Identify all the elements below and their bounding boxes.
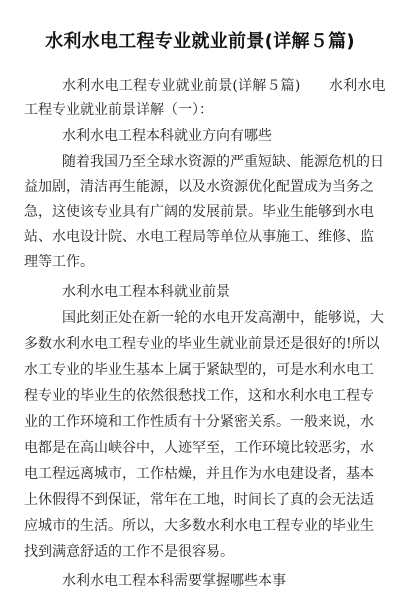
paragraph-line: 理等工作。 (24, 254, 94, 270)
section-heading: 水利水电工程本科需要掌握哪些本事 (62, 573, 286, 589)
section-heading: 水利水电工程本科就业前景 (62, 284, 230, 300)
paragraph-line: 程专业的毕业生的依然很愁找工作，这和水利水电工程专 (24, 388, 374, 404)
paragraph-line: 国此刻正处在新一轮的水电开发高潮中，能够说，大 (62, 310, 384, 326)
paragraph-line: 电工程远离城市，工作枯燥，并且作为水电建设者，基本 (24, 466, 374, 482)
paragraph-line: 多数水利水电工程专业的毕业生就业前景还是很好的!所以 (24, 336, 380, 352)
document-title: 水利水电工程专业就业前景(详解５篇) (45, 31, 355, 52)
paragraph-line: 业的工作环境和工作性质有十分紧密关系。一般来说，水 (24, 414, 374, 430)
paragraph-line: 水利水电工程专业就业前景(详解５篇) 水利水电 (62, 78, 386, 94)
paragraph-line: 益加剧，清洁再生能源，以及水资源优化配置成为当务之 (24, 179, 374, 195)
paragraph-line: 水工专业的毕业生基本上属于紧缺型的，可是水利水电工 (24, 362, 374, 378)
paragraph-line: 站、水电设计院、水电工程局等单位从事施工、维修、监 (24, 229, 374, 245)
section-heading: 水利水电工程本科就业方向有哪些 (62, 128, 272, 144)
paragraph-line: 随着我国乃至全球水资源的严重短缺、能源危机的日 (62, 154, 384, 170)
paragraph-line: 找到满意舒适的工作不是很容易。 (24, 544, 234, 560)
paragraph-line: 电都是在高山峡谷中，人迹罕至，工作环境比较恶劣，水 (24, 440, 374, 456)
paragraph-line: 急，这使该专业具有广阔的发展前景。毕业生能够到水电 (24, 204, 374, 220)
paragraph-line: 工程专业就业前景详解（一）： (24, 102, 213, 118)
paragraph-line: 应城市的生活。所以，大多数水利水电工程专业的毕业生 (24, 518, 374, 534)
paragraph-line: 上休假得不到保证，常年在工地，时间长了真的会无法适 (24, 492, 374, 508)
